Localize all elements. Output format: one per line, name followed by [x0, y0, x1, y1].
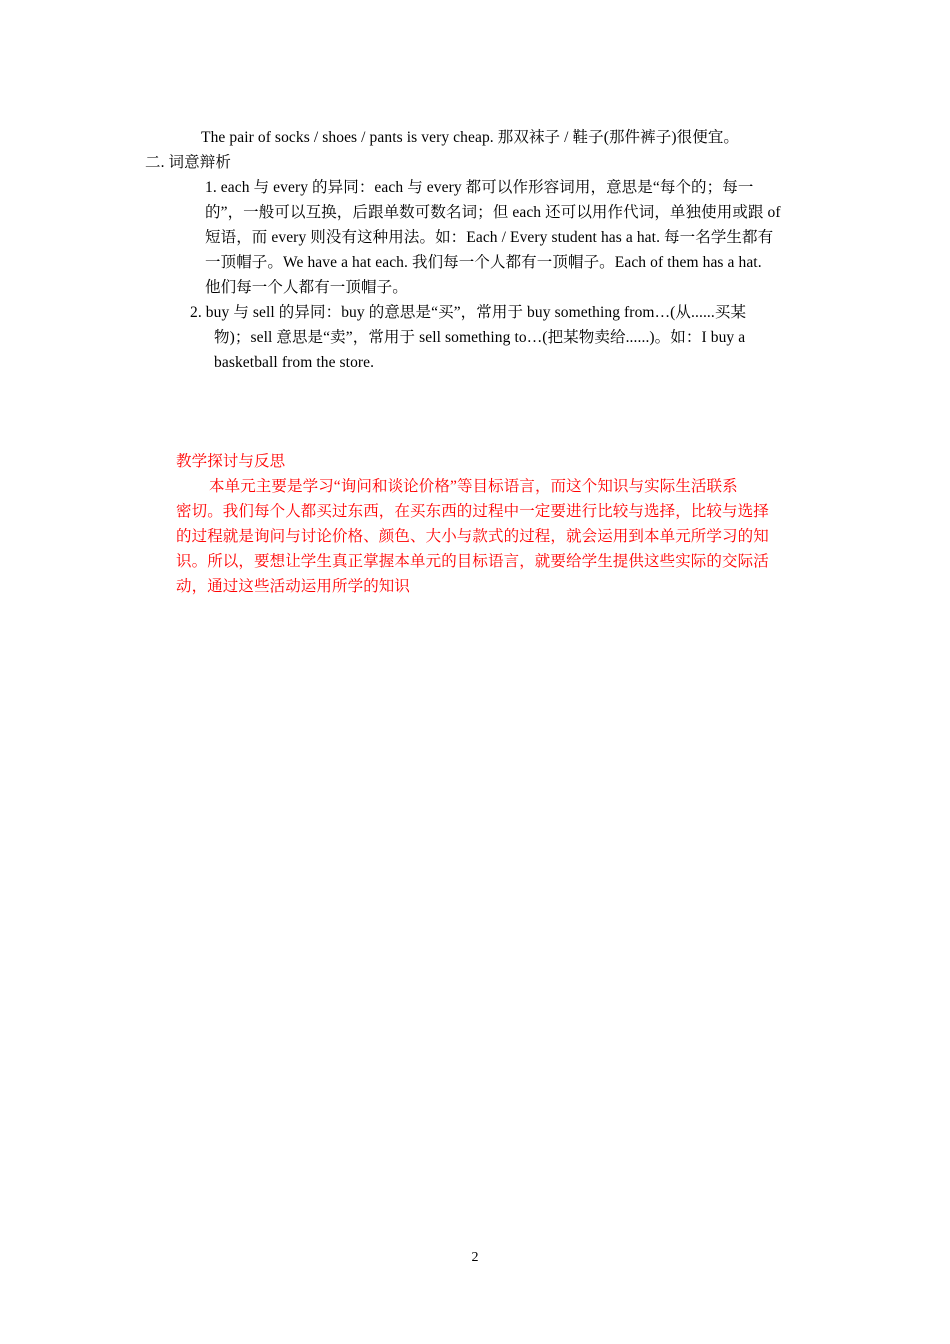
reflection-line: 的过程就是询问与讨论价格、颜色、大小与款式的过程，就会运用到本单元所学习的知 [176, 528, 769, 545]
paragraph-line: basketball from the store. [214, 354, 375, 371]
paragraph-line: 他们每一个人都有一顶帽子。 [205, 279, 408, 296]
paragraph-line: 物)；sell 意思是“卖”，常用于 sell something to…(把某物卖给......)。如：I buy a [214, 329, 746, 346]
section-heading-word-analysis: 二. 词意辩析 [145, 154, 231, 171]
reflection-title: 教学探讨与反思 [176, 453, 286, 470]
paragraph-line: 1. each 与 every 的异同：each 与 every 都可以作形容词用，意思是“每个的；每一 [205, 179, 754, 196]
reflection-line: 密切。我们每个人都买过东西，在买东西的过程中一定要进行比较与选择，比较与选择 [176, 503, 769, 520]
paragraph-line: 2. buy 与 sell 的异同：buy 的意思是“买”，常用于 buy something from…(从......买某 [190, 304, 747, 321]
reflection-line: 本单元主要是学习“询问和谈论价格”等目标语言，而这个知识与实际生活联系 [209, 478, 738, 495]
intro-sentence: The pair of socks / shoes / pants is very cheap. 那双袜子 / 鞋子(那件裤子)很便宜。 [201, 129, 740, 146]
paragraph-line: 一顶帽子。We have a hat each. 我们每一个人都有一顶帽子。Each of them has a hat. [205, 254, 762, 271]
reflection-line: 动，通过这些活动运用所学的知识 [176, 578, 411, 595]
reflection-line: 识。所以，要想让学生真正掌握本单元的目标语言，就要给学生提供这些实际的交际活 [176, 553, 769, 570]
paragraph-line: 短语，而 every 则没有这种用法。如：Each / Every student has a hat. 每一名学生都有 [205, 229, 774, 246]
paragraph-line: 的”，一般可以互换，后跟单数可数名词；但 each 还可以用作代词，单独使用或跟 of [205, 204, 781, 221]
page-number: 2 [471, 1250, 479, 1265]
